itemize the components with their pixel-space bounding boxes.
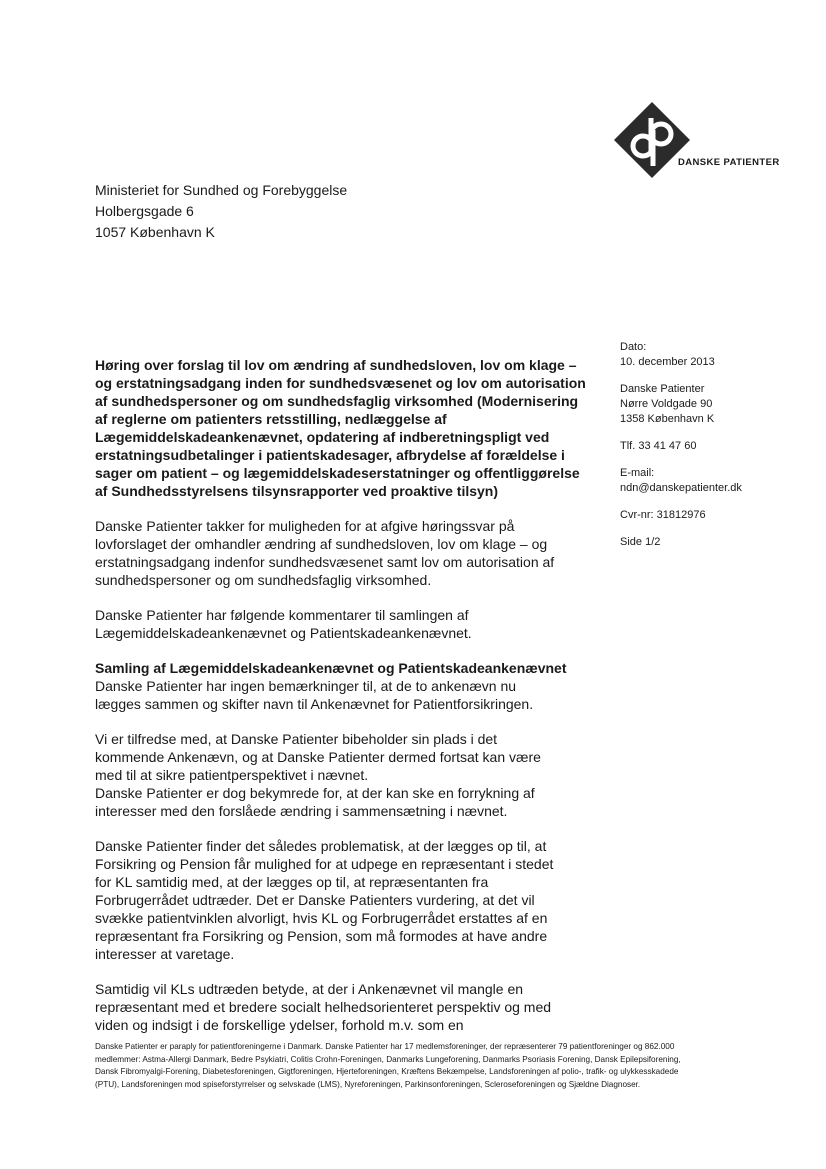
sender-info — [620, 340, 790, 550]
sender-city: 1358 København K — [620, 413, 715, 425]
footer-member-organisations — [95, 1041, 755, 1091]
sender-phone: Tlf. 33 41 47 60 — [620, 440, 697, 452]
paragraph-tilfredse — [95, 730, 595, 820]
subject-line: af Sundhedsstyrelsens tilsynsrapporter ved proaktive tilsyn) — [95, 483, 499, 499]
subject-line: af sundhedspersoner og om sundhedsfaglig virksomhed (Modernisering — [95, 393, 579, 409]
footer-line: Dansk Fibromyalgi-Forening, Diabetesforeningen, Gigtforeningen, Hjerteforeningen, Kræftens Bekæmpelse, Landsforeningen af polio-, trafik- og ulykkesskadede — [95, 1067, 679, 1076]
text-line: interesser at varetage. — [95, 946, 235, 962]
subject-heading — [95, 356, 595, 500]
footer-line: Danske Patienter er paraply for patientforeningerne i Danmark. Danske Patienter har 17 medlemsforeninger, der repræsenterer 79 patientforeninger og 862.000 — [95, 1042, 675, 1051]
text-line: repræsentant med et bredere socialt helhedsorienteret perspektiv og med — [95, 999, 552, 1015]
paragraph-section-samling — [95, 659, 595, 713]
text-line: lovforslaget der omhandler ændring af sundhedsloven, lov om klage – og — [95, 536, 548, 552]
footer-line: (PTU), Landsforeningen mod spiseforstyrrelser og selvskade (LMS), Nyreforeningen, Parkinsonforeningen, Scleroseforeningen og Sjældne Diagnoser. — [95, 1079, 641, 1089]
text-line: Danske Patienter finder det således problematisk, at der lægges op til, at — [95, 838, 547, 854]
text-line: svække patientvinklen alvorligt, hvis KL og Forbrugerrådet erstattes af en — [95, 910, 548, 926]
sender-street: Nørre Voldgade 90 — [620, 398, 713, 410]
section-heading: Samling af Lægemiddelskadeankenævnet og Patientskadeankenævnet — [95, 660, 567, 676]
text-line: Forbrugerrådet udtræder. Det er Danske Patienters vurdering, at det vil — [95, 892, 535, 908]
letter-body — [95, 356, 595, 1051]
text-line: med til at sikre patientperspektivet i nævnet. — [95, 767, 369, 783]
text-line: Forsikring og Pension får mulighed for at udpege en repræsentant i stedet — [95, 856, 554, 872]
email-value[interactable]: ndn@danskepatienter.dk — [620, 482, 742, 494]
paragraph-problematisk — [95, 837, 595, 963]
subject-line: erstatningsudbetalinger i patientskadesager, afbrydelse af forældelse i — [95, 447, 565, 463]
text-line: sundhedspersoner og om sundhedsfaglig virksomhed. — [95, 572, 432, 588]
text-line: Danske Patienter har ingen bemærkninger til, at de to ankenævn nu — [95, 678, 517, 694]
text-line: Danske Patienter er dog bekymrede for, at der kan ske en forrykning af — [95, 785, 535, 801]
text-line: viden og indsigt i de forskellige ydelser, forhold m.v. som en — [95, 1017, 464, 1033]
recipient-street: Holbergsgade 6 — [95, 203, 194, 219]
text-line: Samtidig vil KLs udtræden betyde, at der i Ankenævnet vil mangle en — [95, 981, 524, 997]
text-line: Vi er tilfredse med, at Danske Patienter bibeholder sin plads i det — [95, 731, 498, 747]
cvr-number: Cvr-nr: 31812976 — [620, 509, 706, 521]
subject-line: og erstatningsadgang inden for sundhedsvæsenet og lov om autorisation — [95, 375, 586, 391]
date-label: Dato: — [620, 341, 647, 353]
danske-patienter-logo — [612, 100, 780, 180]
recipient-address — [95, 180, 347, 243]
text-line: Lægemiddelskadeankenævnet og Patientskadeankenævnet. — [95, 625, 472, 641]
sender-org: Danske Patienter — [620, 383, 705, 395]
recipient-city: 1057 København K — [95, 224, 215, 240]
text-line: for KL samtidig med, at der lægges op til, at repræsentanten fra — [95, 874, 489, 890]
page-number: Side 1/2 — [620, 536, 661, 548]
date-value: 10. december 2013 — [620, 356, 715, 368]
text-line: Danske Patienter takker for muligheden for at afgive høringssvar på — [95, 518, 515, 534]
text-line: repræsentant fra Forsikring og Pension, som må formodes at have andre — [95, 928, 548, 944]
footer-line: medlemmer: Astma-Allergi Danmark, Bedre Psykiatri, Colitis Crohn-Foreningen, Danmarks Lungeforening, Danmarks Psoriasis Forening, Dansk Epilepsiforening, — [95, 1054, 681, 1064]
danske-patienter-dp-logo-icon — [612, 100, 692, 180]
logo-text: DANSKE PATIENTER — [678, 157, 780, 168]
subject-line: Høring over forslag til lov om ændring af sundhedsloven, lov om klage – — [95, 357, 577, 373]
subject-line: af reglerne om patienters retsstilling, nedlæggelse af — [95, 411, 447, 427]
paragraph-intro — [95, 517, 595, 589]
text-line: kommende Ankenævn, og at Danske Patienter dermed fortsat kan være — [95, 749, 541, 765]
text-line: erstatningsadgang indenfor sundhedsvæsenet samt lov om autorisation af — [95, 554, 555, 570]
recipient-name: Ministeriet for Sundhed og Forebyggelse — [95, 182, 348, 198]
subject-line: Lægemiddelskadeankenævnet, opdatering af indberetningspligt ved — [95, 429, 550, 445]
email-label: E-mail: — [620, 467, 655, 479]
text-line: Danske Patienter har følgende kommentarer til samlingen af — [95, 607, 469, 623]
paragraph-comments — [95, 606, 595, 642]
subject-line: sager om patient – og lægemiddelskadeserstatninger og offentliggørelse — [95, 465, 580, 481]
text-line: interesser med den forslåede ændring i sammensætning i nævnet. — [95, 803, 508, 819]
text-line: lægges sammen og skifter navn til Ankenævnet for Patientforsikringen. — [95, 696, 534, 712]
paragraph-kl-udtraeden — [95, 980, 595, 1034]
